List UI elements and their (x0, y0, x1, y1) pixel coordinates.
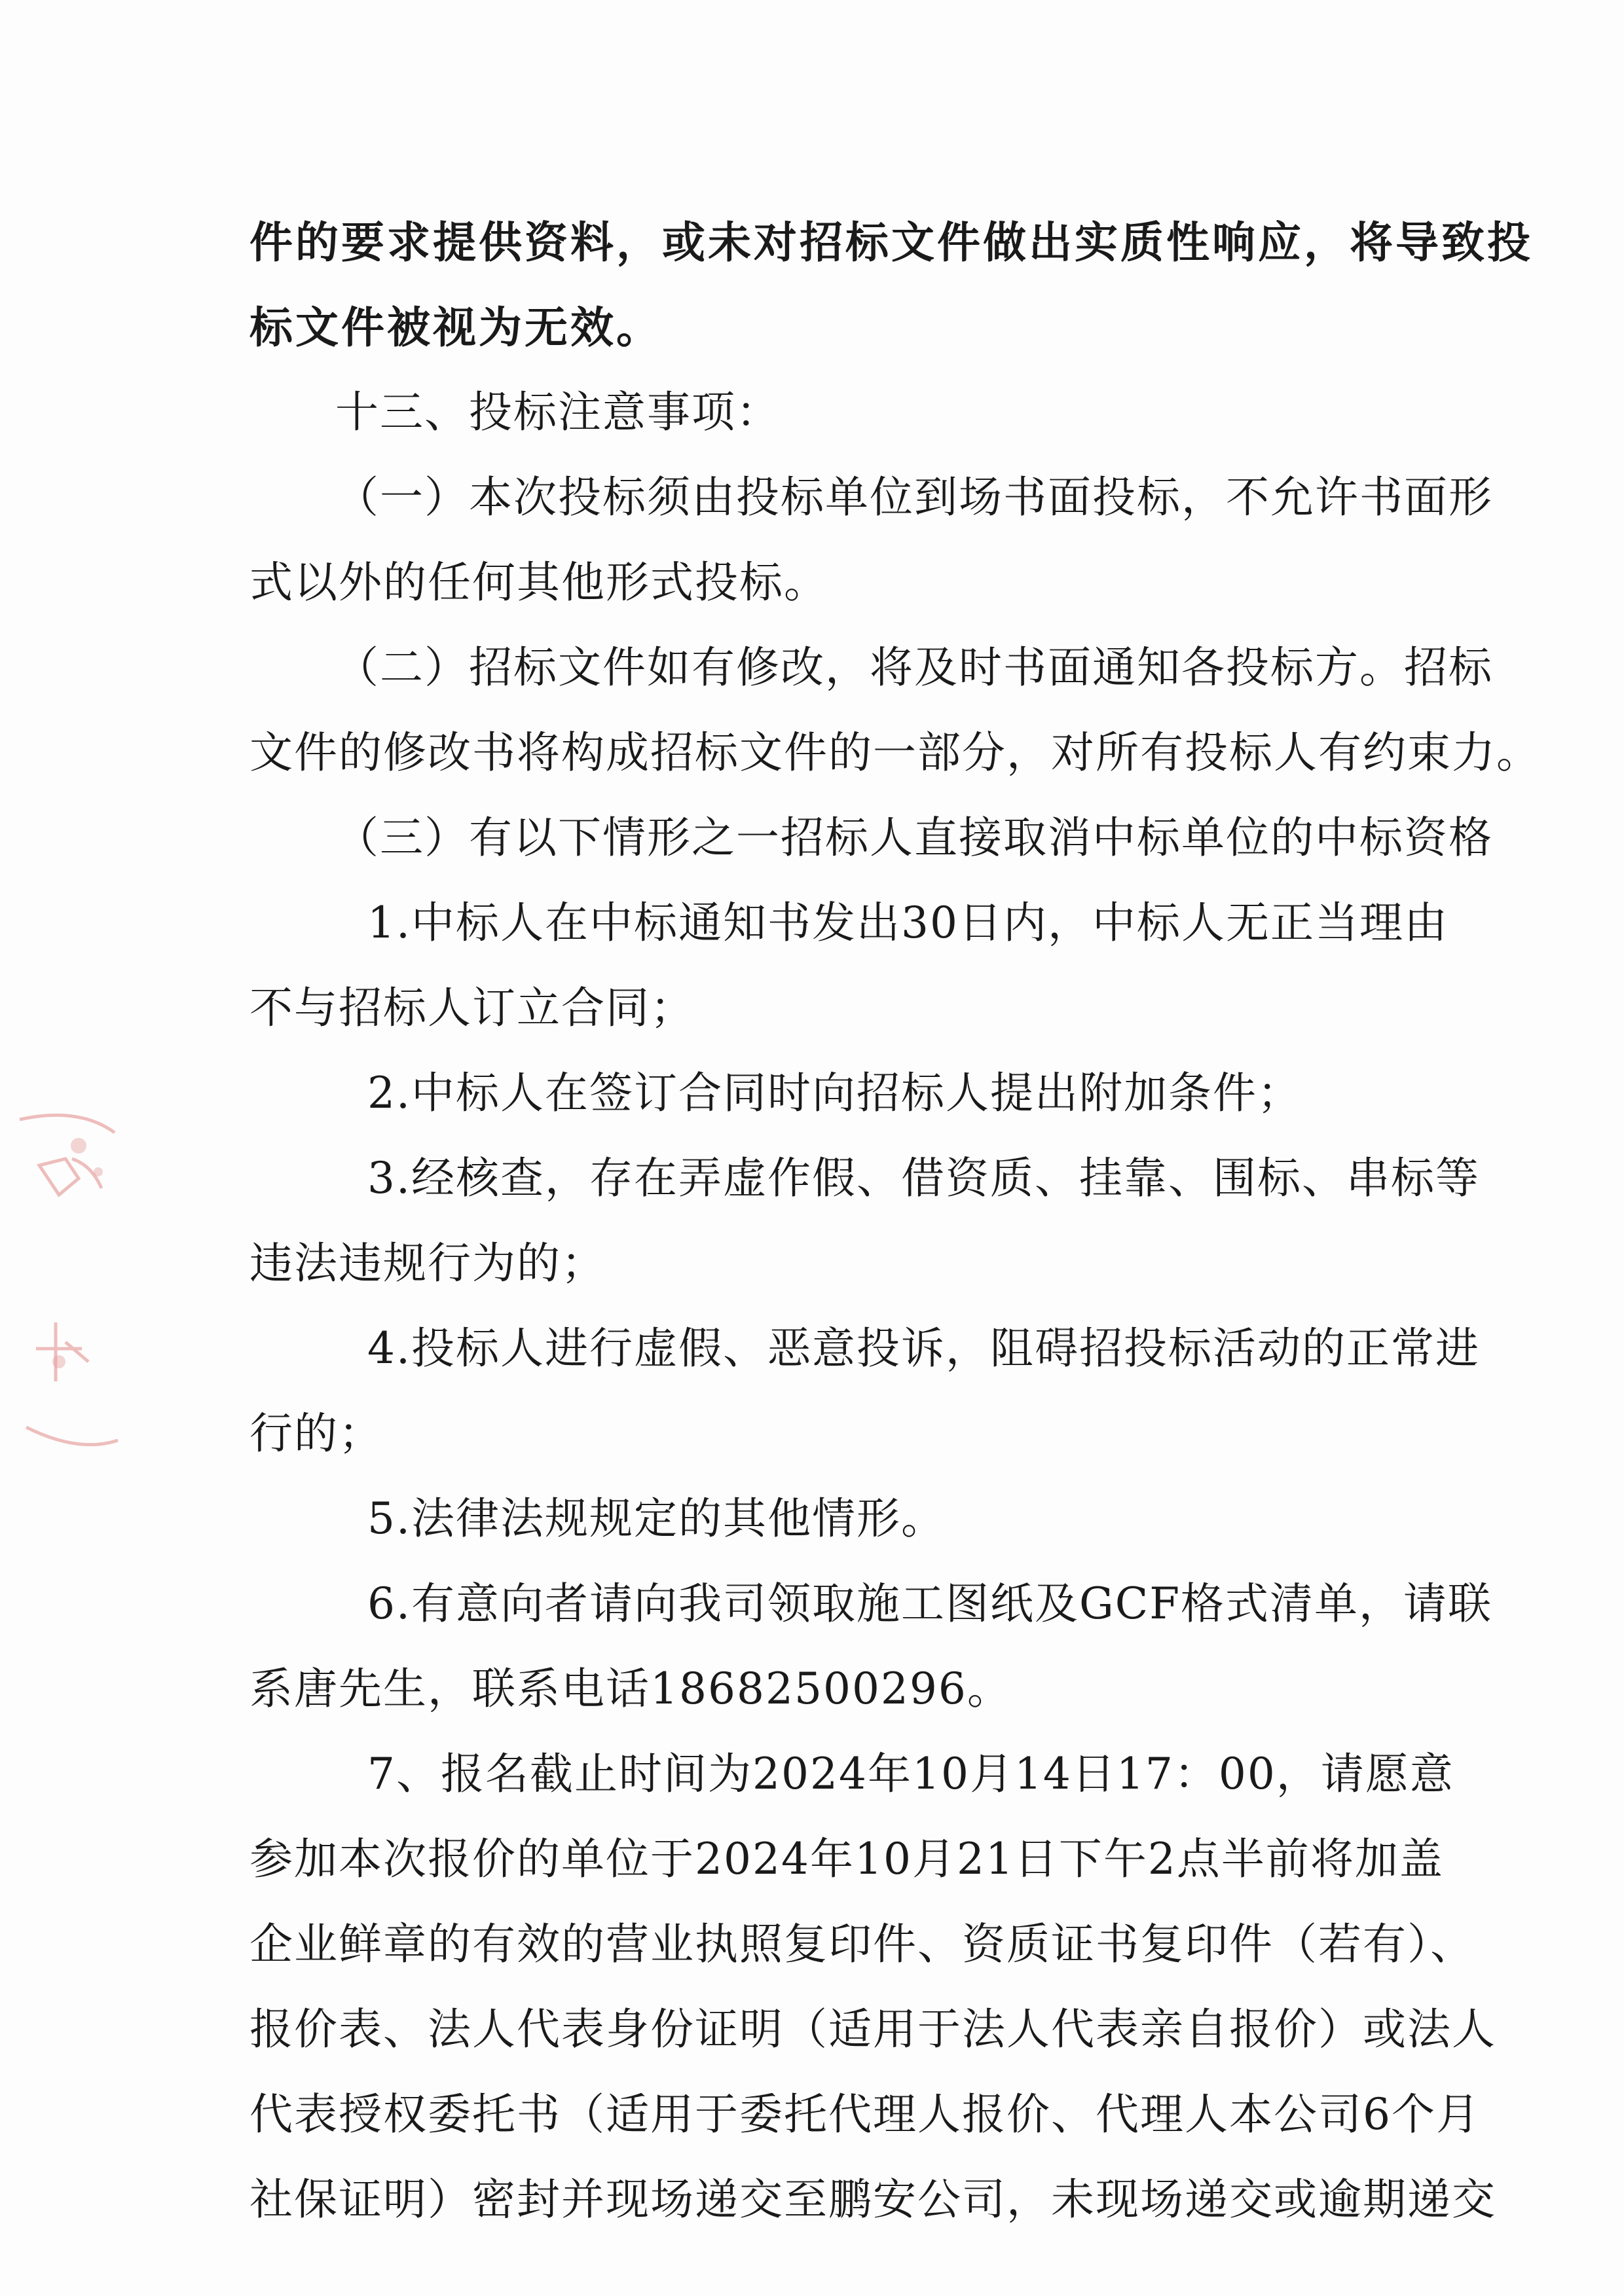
text-line: 报价表、法人代表身份证明（适用于法人代表亲自报价）或法人 (249, 2004, 1496, 2054)
list-item: 1.中标人在中标通知书发出30日内，中标人无正当理由 (367, 898, 1449, 948)
list-item: 7、报名截止时间为2024年10月14日17：00，请愿意 (367, 1749, 1454, 1799)
list-item: 6.有意向者请向我司领取施工图纸及GCF格式清单，请联 (367, 1578, 1492, 1629)
list-item: 2.中标人在签订合同时向招标人提出附加条件； (367, 1068, 1302, 1118)
text-line: 文件的修改书将构成招标文件的一部分，对所有投标人有约束力。 (249, 727, 1541, 778)
text-line: 不与招标人订立合同； (249, 983, 695, 1033)
text-line: 系唐先生，联系电话18682500296。 (249, 1664, 1012, 1714)
text-line: （三）有以下情形之一招标人直接取消中标单位的中标资格 (335, 812, 1493, 863)
text-line: （二）招标文件如有修改，将及时书面通知各投标方。招标 (335, 642, 1493, 693)
list-item: 4.投标人进行虚假、恶意投诉，阻碍招投标活动的正常进 (367, 1323, 1480, 1374)
text-line: （一）本次投标须由投标单位到场书面投标，不允许书面形 (335, 472, 1493, 522)
text-line: 件的要求提供资料，或未对招标文件做出实质性响应，将导致投 (249, 217, 1533, 268)
section-heading: 十三、投标注意事项： (335, 387, 781, 437)
text-line: 代表授权委托书（适用于委托代理人报价、代理人本公司6个月 (249, 2089, 1481, 2140)
list-item: 5.法律法规规定的其他情形。 (367, 1493, 946, 1544)
text-line: 企业鲜章的有效的营业执照复印件、资质证书复印件（若有）、 (249, 1919, 1475, 1969)
text-line: 式以外的任何其他形式投标。 (249, 557, 828, 608)
list-item: 3.经核查，存在弄虚作假、借资质、挂靠、围标、串标等 (367, 1153, 1480, 1203)
text-line: 行的； (249, 1408, 383, 1459)
text-line: 违法违规行为的； (249, 1238, 606, 1288)
text-line: 社保证明）密封并现场递交至鹏安公司，未现场递交或逾期递交 (249, 2174, 1496, 2225)
text-line: 参加本次报价的单位于2024年10月21日下午2点半前将加盖 (249, 1834, 1444, 1884)
text-line: 标文件被视为无效。 (249, 302, 662, 353)
